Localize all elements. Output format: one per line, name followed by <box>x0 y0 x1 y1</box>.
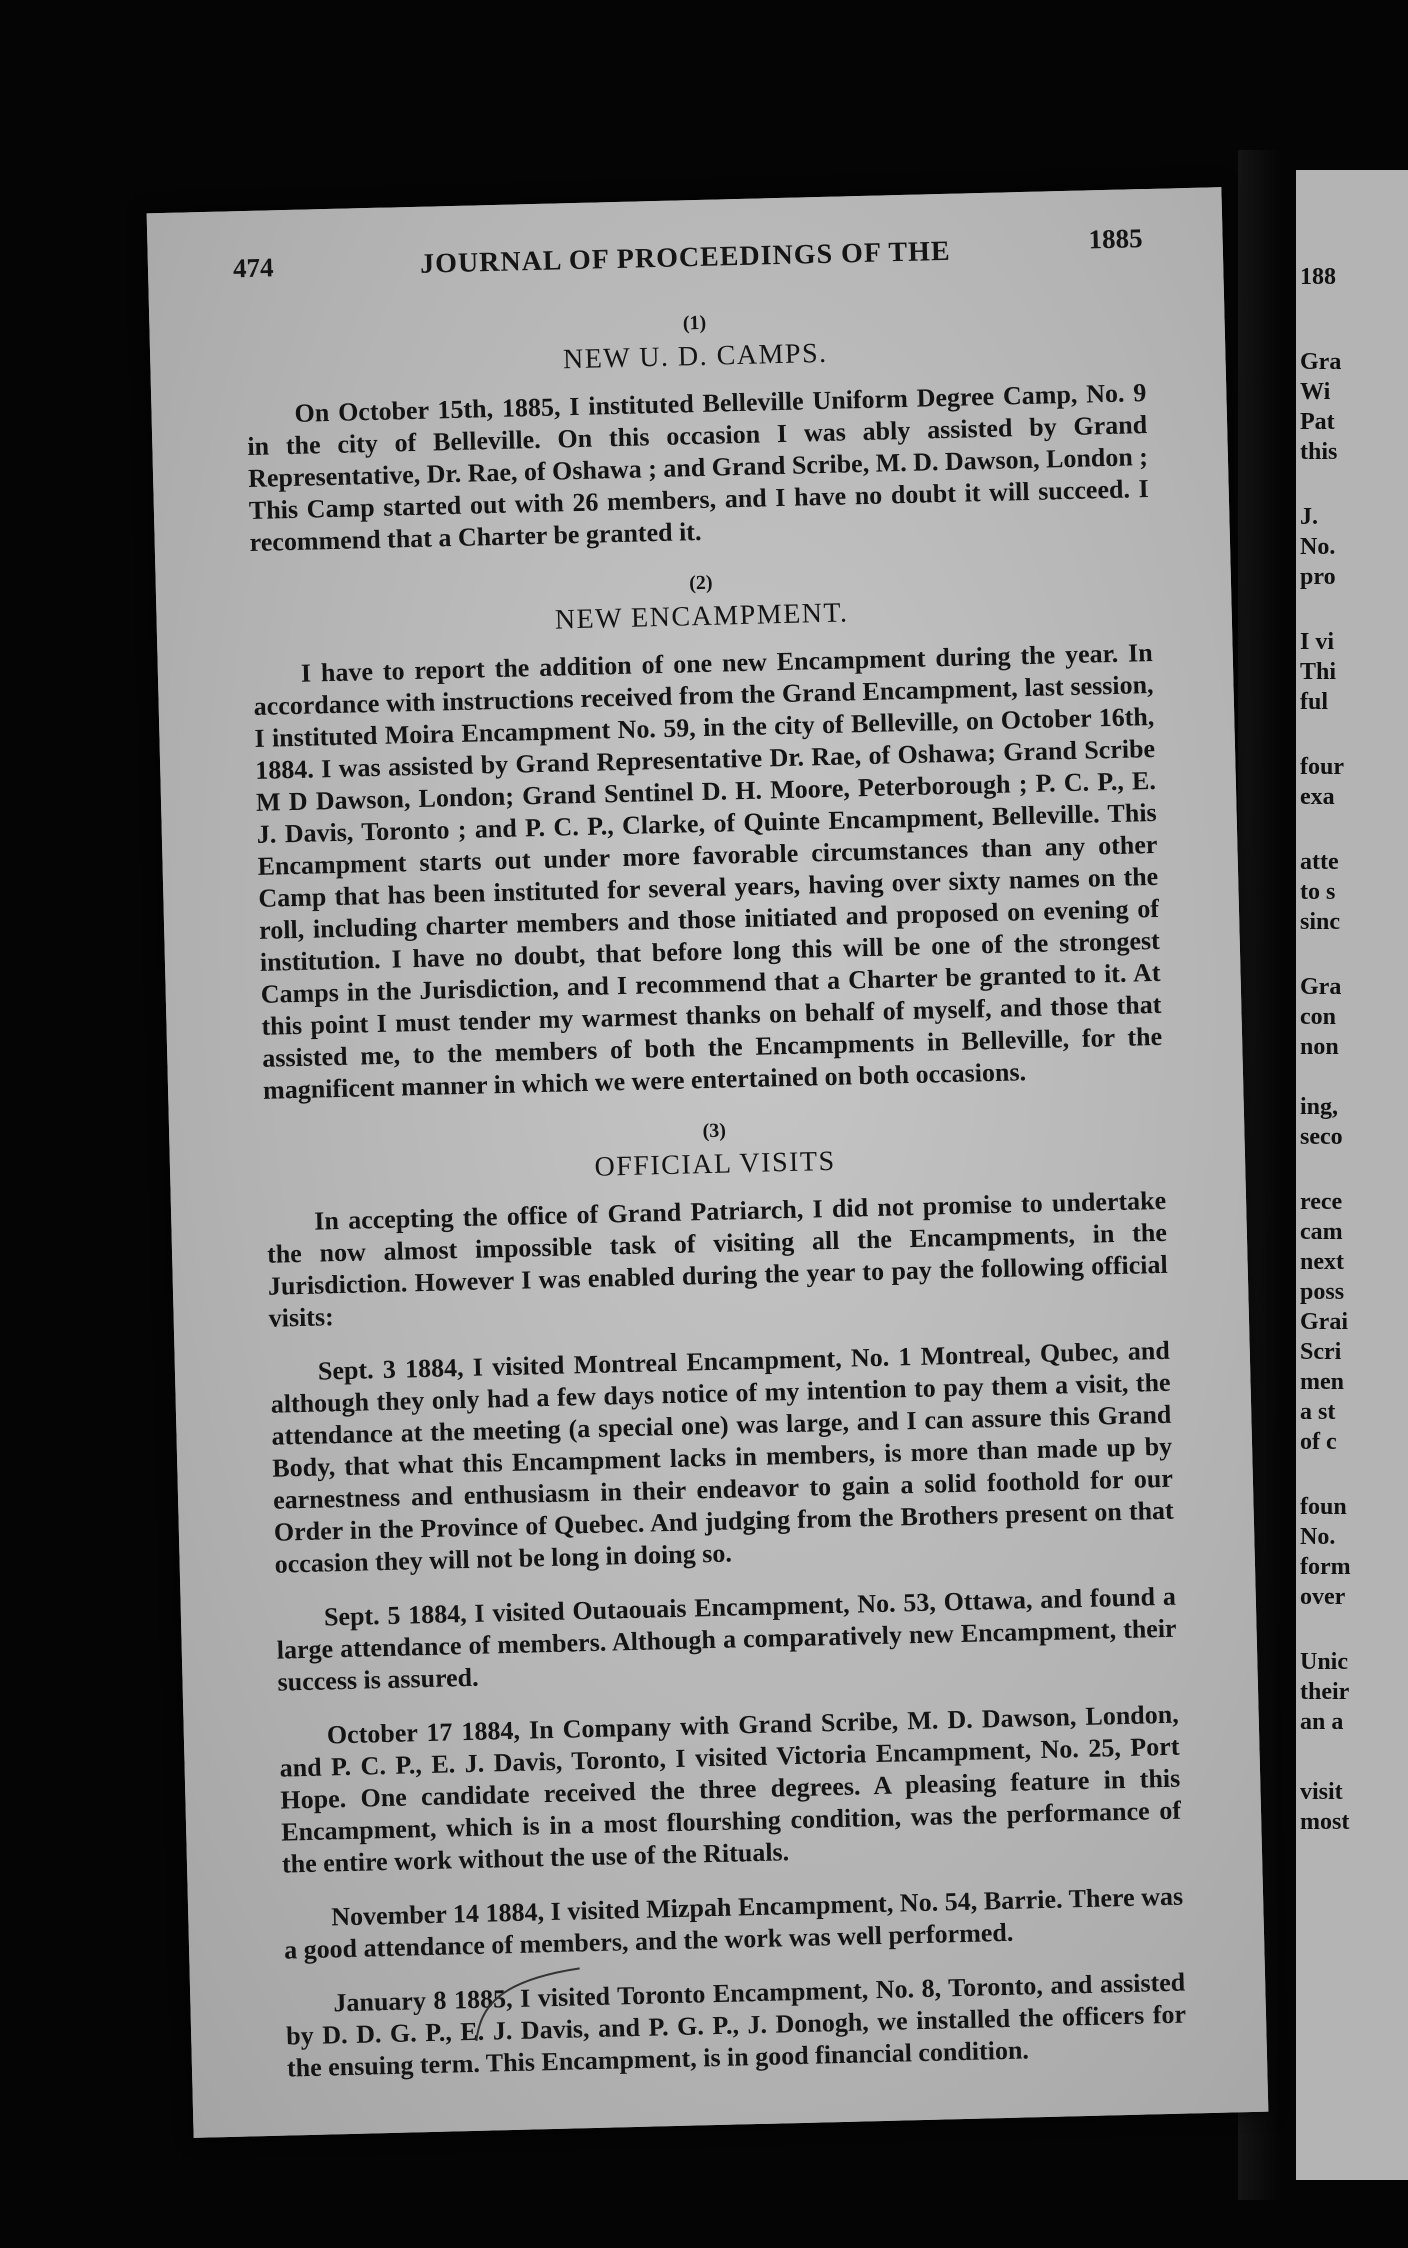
facing-page-line: Wi <box>1300 379 1331 405</box>
paragraph: October 17 1884, In Company with Grand Scribe, M. D. Dawson, London, and P. C. P., E. J. Davis, Toronto, I visited Victoria Encampment, No. 25, Port Hope. One candidate received the three degrees. A pleasing feature in this Encampment, which is in a most flourshing condition, was the performance of the entire work without the use of the Rituals. <box>279 1699 1182 1879</box>
facing-page-line: Thi <box>1300 659 1337 685</box>
facing-page-line: pro <box>1300 564 1336 590</box>
facing-page-line: men <box>1300 1369 1344 1395</box>
paragraph: Sept. 5 1884, I visited Outaouais Encampment, No. 53, Ottawa, and found a large attendance of members. Although a comparatively new Encampment, their success is assured. <box>276 1581 1177 1697</box>
facing-page-line: this <box>1300 439 1338 465</box>
paragraph: Sept. 3 1884, I visited Montreal Encampment, No. 1 Montreal, Qubec, and although they only had a few days notice of my intention to pay them a visit, the attendance at the meeting (a special one) was large, and I can assure this Grand Body, that what this Encampment lacks in members, is more than made up by earnestness and enthusiasm in their endeavor to gain a solid foothold for our Order in the Province of Quebec. And judging from the Brothers present on that occasion they will not be long in doing so. <box>270 1335 1174 1579</box>
facing-page-line: over <box>1300 1584 1346 1610</box>
page-number: 474 <box>232 252 274 284</box>
paragraph: November 14 1884, I visited Mizpah Encampment, No. 54, Barrie. There was a good attendance of members, and the work was well performed. <box>283 1881 1184 1965</box>
facing-page-line: form <box>1300 1554 1351 1580</box>
facing-page-line: No. <box>1300 534 1336 560</box>
facing-page-line: I vi <box>1300 629 1335 655</box>
facing-page-line: No. <box>1300 1524 1336 1550</box>
facing-page-line: of c <box>1300 1429 1337 1455</box>
facing-page-line: rece <box>1300 1189 1343 1215</box>
running-title: JOURNAL OF PROCEEDINGS OF THE <box>419 235 951 280</box>
section-new-encampment <box>251 559 1164 1107</box>
section-number: (1) <box>682 311 707 335</box>
facing-page-line: atte <box>1300 849 1339 875</box>
facing-page-line: exa <box>1300 784 1335 810</box>
section-title: NEW ENCAMPMENT. <box>554 597 849 636</box>
facing-page-line: to s <box>1300 879 1336 905</box>
paragraph: In accepting the office of Grand Patriarch, I did not promise to undertake the now almost impossible task of visiting all the Encampments, in the Jurisdiction. However I was enabled during the year to pay the following official visits: <box>266 1185 1168 1333</box>
facing-page-line: non <box>1300 1034 1339 1060</box>
facing-page-line: Grai <box>1300 1309 1348 1335</box>
facing-page-line: con <box>1300 1004 1336 1030</box>
section-new-ud-camps <box>244 299 1150 559</box>
facing-page-line: Gra <box>1300 349 1342 375</box>
facing-page-line: poss <box>1300 1279 1345 1305</box>
facing-page-line: J. <box>1300 504 1318 530</box>
paragraph: January 8 1885, I visited Toronto Encampment, No. 8, Toronto, and assisted by D. D. G. P., E. J. Davis, and P. G. P., J. Donogh, we installed the officers for the ensuing term. This Encampment, is in good financial condition. <box>285 1967 1187 2083</box>
paragraph: I have to report the addition of one new Encampment during the year. In accordance with instructions received from the Grand Encampment, last session, I instituted Moira Encampment No. 59, in the city of Belleville, on October 16th, 1884. I was assisted by Grand Representative Dr. Rae, of Oshawa; Grand Scribe M D Dawson, London; Grand Sentinel D. H. Moore, Peterborough ; P. C. P., E. J. Davis, Toronto ; and P. C. P., Clarke, of Quinte Encampment, Belleville. This Encampment starts out under more favorable circumstances than any other Camp that has been instituted for several years, having over sixty names on the roll, including charter members and those initiated and proposed on evening of institution. I have no doubt, that before long this will be one of the strongest Camps in the Jurisdiction, and I recommend that a Charter be granted to it. At this point I must tender my warmest thanks on behalf of myself, and those that assisted me, to the members of both the Encampments in Belleville, for the magnificent manner in which we were entertained on both occasions. <box>253 637 1163 1105</box>
document-page <box>147 187 1269 2138</box>
facing-page-line: an a <box>1300 1709 1344 1735</box>
facing-page-line: their <box>1300 1679 1350 1705</box>
facing-page-line: most <box>1300 1809 1350 1835</box>
section-title: OFFICIAL VISITS <box>594 1145 836 1183</box>
section-title: NEW U. D. CAMPS. <box>562 337 828 376</box>
facing-page-line: cam <box>1300 1219 1343 1245</box>
facing-page-line: Unic <box>1300 1649 1348 1675</box>
facing-page-line: Gra <box>1300 974 1342 1000</box>
facing-page-line: ing, <box>1300 1094 1339 1120</box>
facing-page-line: foun <box>1300 1494 1347 1520</box>
facing-page-fragment <box>1296 170 1408 2180</box>
facing-page-line: four <box>1300 754 1344 780</box>
facing-page-line: a st <box>1300 1399 1336 1425</box>
pencil-mark-icon <box>470 1963 592 2046</box>
page-body <box>244 299 1187 2106</box>
facing-page-line: seco <box>1300 1124 1343 1150</box>
section-official-visits <box>264 1107 1187 2085</box>
facing-page-line: sinc <box>1300 909 1341 935</box>
facing-page-line: Scri <box>1300 1339 1342 1365</box>
facing-page-line: ful <box>1300 689 1329 715</box>
section-number: (3) <box>702 1119 727 1143</box>
facing-page-line: Pat <box>1300 409 1335 435</box>
facing-page-line: next <box>1300 1249 1344 1275</box>
running-header <box>148 223 1224 295</box>
page-year: 1885 <box>1088 223 1143 255</box>
facing-page-line: 188 <box>1300 264 1336 290</box>
section-number: (2) <box>688 571 713 595</box>
paragraph: On October 15th, 1885, I instituted Belleville Uniform Degree Camp, No. 9 in the city of Belleville. On this occasion I was ably assisted by Grand Representative, Dr. Rae, of Oshawa ; and Grand Scribe, M. D. Dawson, London ; This Camp started out with 26 members, and I have no doubt it will succeed. I recommend that a Charter be granted it. <box>247 378 1150 557</box>
facing-page-line: visit <box>1300 1779 1343 1805</box>
